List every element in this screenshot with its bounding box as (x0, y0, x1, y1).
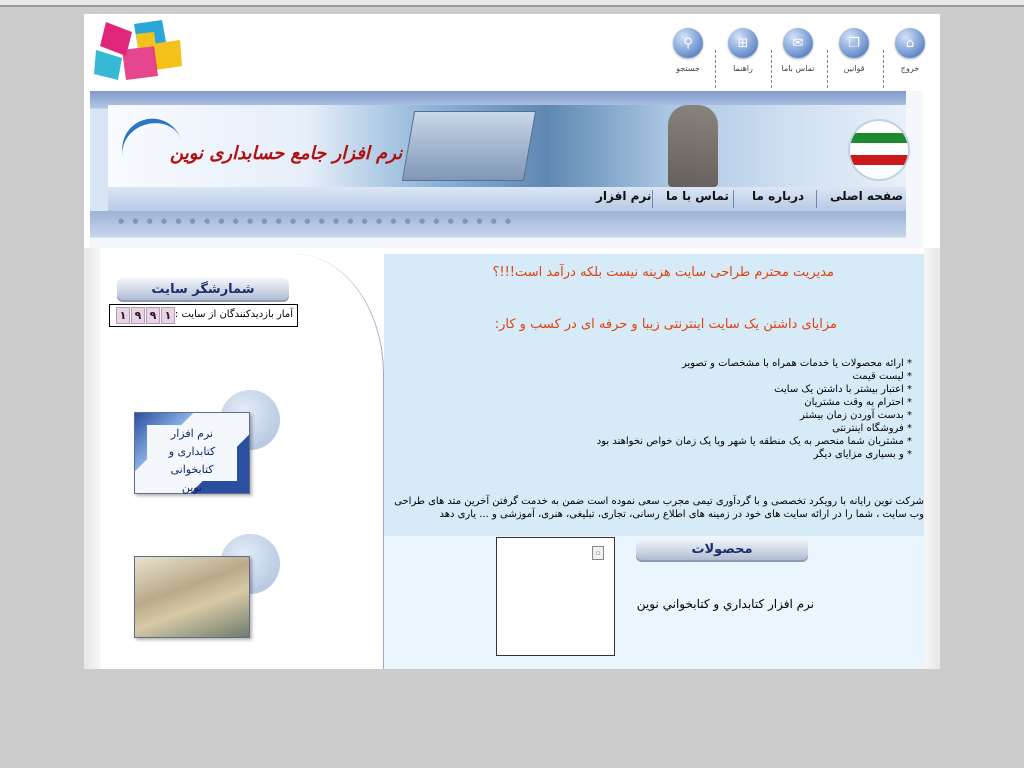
nav-rules[interactable] (829, 28, 879, 73)
counter-label: آمار بازدیدکنندگان از سایت : (174, 309, 293, 320)
menu-software[interactable]: نرم افزار (596, 189, 652, 203)
visitor-counter (109, 304, 298, 327)
counter-digits (116, 307, 175, 324)
list-item: * و بسیاری مزایای دیگر (813, 449, 912, 460)
nav-contact-label: تماس باما (781, 64, 815, 73)
nav-divider (827, 50, 828, 88)
library-software-banner[interactable] (132, 390, 280, 500)
list-item: * لیست قیمت (852, 371, 912, 382)
caption-line: نوین (181, 481, 203, 494)
counter-digit: ۹ (131, 307, 145, 324)
page-container (84, 14, 940, 669)
nav-rules-label: قوانین (843, 64, 865, 73)
nav-divider (715, 50, 716, 88)
pages-icon (839, 28, 869, 58)
laptop-image (402, 111, 536, 181)
list-item: * مشتریان شما منحصر به یک منطقه یا شهر ویا یک زمان خواص نخواهند بود (596, 436, 912, 447)
nav-help[interactable] (718, 28, 768, 73)
list-item: * اعتبار بیشتر با داشتن یک سایت (774, 384, 912, 395)
company-paragraph: شرکت نوین رایانه با رویکرد تخصصی و با گردآوری تیمی مجرب سعی نموده است ضمن به خدمت گرفتن آخرین متد های طراحی وب سایت ، شما را در ارائه سایت های خود در زمینه های اطلاع رسانی، تجاری، تبلیغی، هنری، آموزشی و ... یاری دهد (394, 496, 924, 520)
caption-line: نرم افزار (170, 427, 214, 440)
mail-glyph: ✉ (792, 35, 804, 51)
banner-image (108, 105, 906, 187)
list-item: * احترام به وقت مشتریان (804, 397, 912, 408)
counter-title: شمارشگر سایت (117, 278, 289, 302)
product-image[interactable] (496, 537, 615, 656)
counter-digit: ۱ (161, 307, 175, 324)
counter-digit: ۹ (146, 307, 160, 324)
nav-search[interactable] (663, 28, 713, 73)
banner (90, 91, 923, 248)
banner-bottom-bar (90, 211, 906, 237)
products-title: محصولات (636, 538, 808, 562)
menu-home[interactable]: صفحه اصلی (830, 189, 904, 203)
search-icon (673, 28, 703, 58)
sitemap-icon (728, 28, 758, 58)
top-border (0, 0, 1024, 7)
nav-contact[interactable] (773, 28, 823, 73)
menu-divider (816, 190, 817, 208)
main-menu (108, 187, 906, 211)
home-glyph: ⌂ (905, 35, 915, 51)
headline-benefits: مزایای داشتن یک سایت اینترنتی زیبا و حرفه ای در کسب و کار: (494, 317, 837, 332)
headline-cost: مدیریت محترم طراحی سایت هزینه نیست بلکه درآمد است!!!؟ (492, 265, 834, 280)
nav-exit-label: خروج (900, 64, 920, 73)
benefits-list (597, 357, 912, 461)
library-software-caption (147, 425, 237, 494)
menu-divider (652, 190, 653, 208)
caption-line: کتابداری و کتابخوانی (168, 445, 216, 476)
nav-help-label: راهنما (733, 64, 753, 73)
accounting-image (134, 556, 250, 638)
nav-exit[interactable] (885, 28, 935, 73)
list-item: * بدست آوردن زمان بیشتر (799, 410, 912, 421)
home-icon (895, 28, 925, 58)
menu-contact[interactable]: تماس با ما (666, 189, 729, 203)
right-shadow (924, 248, 940, 669)
businessman-image (668, 105, 718, 187)
site-logo[interactable] (92, 20, 184, 82)
site-header (84, 14, 940, 92)
list-item: * فروشگاه اینترنتی (832, 423, 912, 434)
nav-search-label: جستجو (676, 64, 700, 73)
nav-divider (771, 50, 772, 88)
nav-divider (883, 50, 884, 88)
menu-divider (733, 190, 734, 208)
broken-image-icon: ▫ (592, 546, 604, 560)
product-name-link[interactable]: نرم افزار كتابداري و كتابخواني نوين (636, 597, 814, 611)
accounting-banner[interactable] (132, 534, 280, 644)
library-software-image (134, 412, 250, 494)
left-shadow (84, 248, 100, 669)
pages-glyph: ❐ (848, 35, 860, 51)
sitemap-glyph: ⊞ (737, 35, 749, 51)
menu-about[interactable]: درباره ما (752, 189, 805, 203)
search-glyph: ⚲ (683, 35, 693, 51)
list-item: * ارائه محصولات یا خدمات همراه با مشخصات و تصویر (681, 358, 912, 369)
iran-flag-icon (850, 121, 908, 179)
mail-icon (783, 28, 813, 58)
counter-digit: ۱ (116, 307, 130, 324)
banner-title: نرم افزار جامع حسابداری نوین (170, 143, 403, 164)
banner-dots: ● ● ● ● ● ● ● ● ● ● ● ● ● ● ● ● ● ● ● ● ● ● ● ● ● ● ● ● (118, 217, 515, 225)
